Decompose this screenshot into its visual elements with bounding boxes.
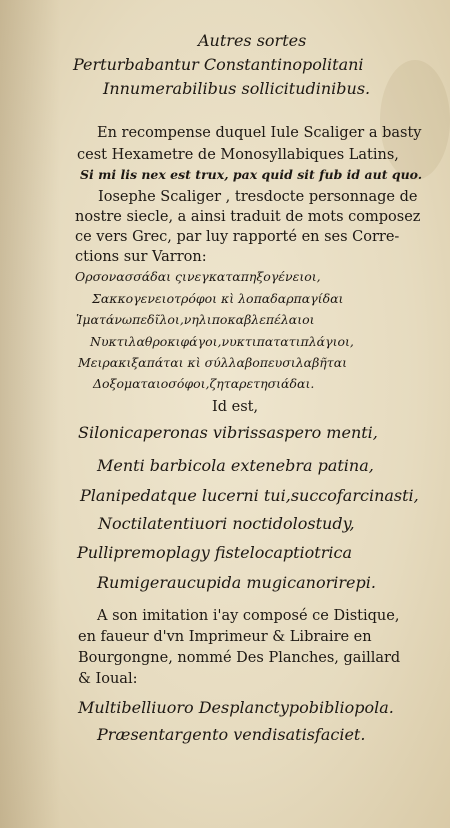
para3-line3: Bourgongne, nommé Des Planches, gaillard <box>78 650 401 666</box>
title-verse-1: Perturbabantur Constantinopolitani <box>73 55 364 74</box>
latin-line: Pullipremoplagy fistelocaptiotrica <box>77 543 352 562</box>
hexameter: Si mi lis nex est trux, pax quid sit fub id aut quo. <box>80 167 423 182</box>
latin-line: Rumigeraucupida mugicanorirepi. <box>97 573 376 592</box>
gutter-shadow <box>0 0 60 828</box>
title-verse-2: Innumerabilibus sollicitudinibus. <box>103 79 371 98</box>
latin-line: Menti barbicola extenebra patina, <box>97 456 374 475</box>
greek-line: Ἱματάνωπεδῖλοι,νηλιποκαβλεπέλαιοι <box>76 312 315 327</box>
para2-line2: nostre siecle, a ainsi traduit de mots composez <box>75 209 421 225</box>
para2-line1: Iosephe Scaliger , tresdocte personnage de <box>98 189 418 205</box>
greek-line: Ορσονασσάδαι ςινεγκαταπηξογένειοι, <box>75 269 321 284</box>
para3-line4: & Ioual: <box>78 671 138 687</box>
para2-line4: ctions sur Varron: <box>75 249 207 265</box>
para1-line1: En recompense duquel Iule Scaliger a basty <box>97 125 422 141</box>
para1-line2: cest Hexametre de Monosyllabiques Latins, <box>77 147 399 163</box>
latin-line: Planipedatque lucerni tui,succofarcinasti, <box>80 486 419 505</box>
greek-line: Σακκογενειοτρόφοι κὶ λοπαδαρπαγίδαι <box>92 291 344 306</box>
distich-line: Multibelliuoro Desplanctypobibliopola. <box>78 698 394 717</box>
greek-line: Νυκτιλαθροκιφάγοι,νυκτιπατατιπλάγιοι, <box>90 334 354 349</box>
latin-line: Silonicaperonas vibrissaspero menti, <box>78 423 378 442</box>
greek-line: Μειρακιξαπάται κὶ σύλλαβοπευσιλαβῆται <box>78 355 348 370</box>
para2-line3: ce vers Grec, par luy rapporté en ses Corre- <box>75 229 400 245</box>
para3-line1: A son imitation i'ay composé ce Distique, <box>97 608 400 624</box>
greek-line: Δοξοματαιοσόφοι,ζηταρετησιάδαι. <box>93 376 315 391</box>
id-est: Id est, <box>212 399 259 415</box>
distich-line: Præsentargento vendisatisfaciet. <box>97 725 366 744</box>
para3-line2: en faueur d'vn Imprimeur & Libraire en <box>78 629 372 645</box>
running-head: Autres sortes <box>198 31 307 50</box>
latin-line: Noctilatentiuori noctidolostudy, <box>98 514 355 533</box>
